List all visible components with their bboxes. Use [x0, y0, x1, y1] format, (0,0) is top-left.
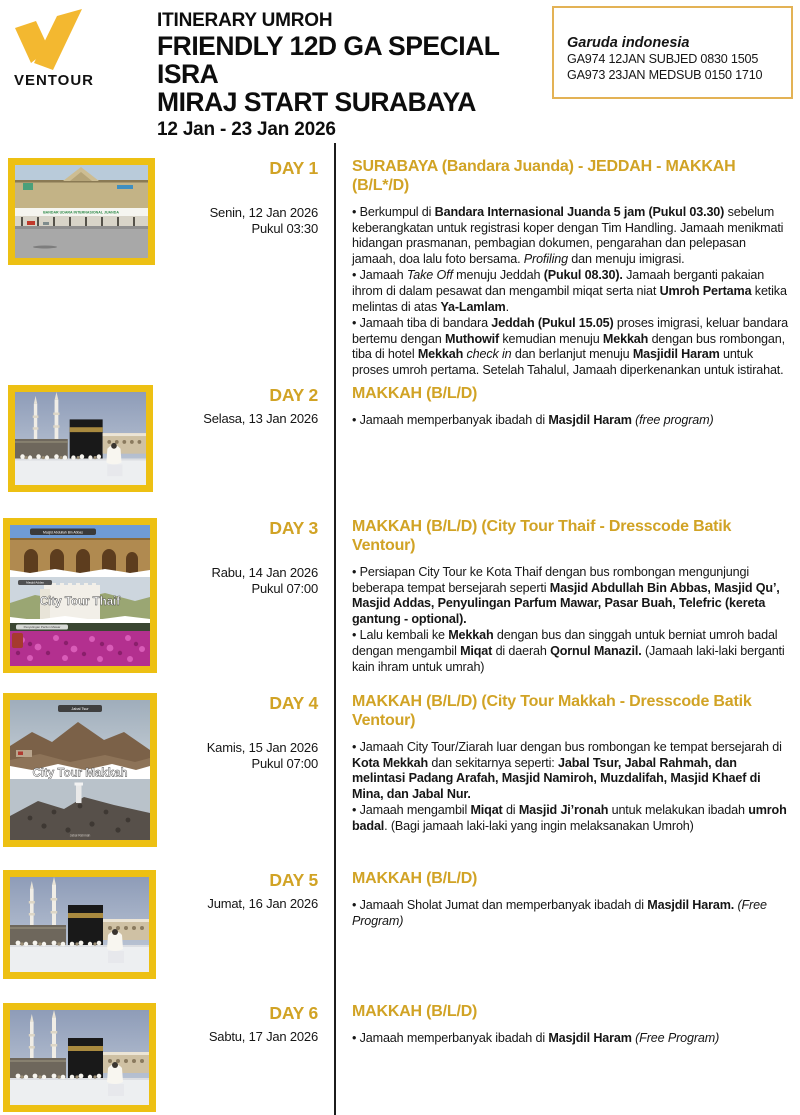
day-number-label: DAY 5: [269, 870, 318, 890]
itinerary-title: MAKKAH (B/L/D) (City Tour Makkah - Dresscode Batik Ventour): [352, 693, 752, 729]
day-number-label: DAY 1: [269, 158, 318, 178]
thaif-badge-bottom: Penyulingan Parfum Mawar: [23, 625, 61, 630]
kaaba-illustration: [10, 1010, 149, 1105]
day-content: [352, 693, 792, 835]
day-column: [140, 693, 318, 772]
day-content: [352, 1003, 792, 1047]
juanda-airport-photo: [8, 158, 155, 265]
itinerary-bullet: • Berkumpul di Bandara Internasional Juanda 5 jam (Pukul 03.30) sebelum keberangkatan untuk registrasi koper dengan Tim Handling. Jamaah menikmati hidangan prasmanan, pembagian dokumen, pengarahan dan pelepasan jamaah, doa lalu foto bersama. Profiling dan menuju imigrasi.: [352, 204, 784, 267]
itinerary-bullet: • Jamaah memperbanyak ibadah di Masjdil Haram (free program): [352, 412, 714, 427]
day-number-label: DAY 6: [269, 1003, 318, 1023]
itinerary-bullets: [352, 565, 792, 676]
thaif-collage-illustration: [10, 525, 150, 666]
itinerary-title: MAKKAH (B/L/D): [352, 385, 478, 402]
flight-info-box: [552, 6, 793, 99]
itinerary-bullet: • Jamaah Take Off menuju Jeddah (Pukul 08.30). Jamaah berganti pakaian ihrom di dalam pesawat dan mengambil miqat serta niat Umroh Pertama ketika melintas di atas Ya-Lamlam.: [352, 268, 787, 314]
day-date: Selasa, 13 Jan 2026: [203, 411, 318, 426]
itinerary-title: MAKKAH (B/L/D) (City Tour Thaif - Dresscode Batik Ventour): [352, 518, 732, 554]
thaif-overlay-text: City Tour Thaif: [39, 596, 121, 608]
kaaba-photo: [8, 385, 153, 492]
day-column: [140, 1003, 318, 1044]
itinerary-bullets: [352, 413, 792, 429]
itinerary-bullets: [352, 898, 792, 930]
day-date: Kamis, 15 Jan 2026: [206, 740, 318, 755]
day-time: Pukul 07:00: [251, 756, 318, 772]
city-tour-thaif-photo: [3, 518, 157, 673]
thaif-badge-mid: Masjid Addas: [26, 580, 44, 585]
page-title: [157, 10, 549, 141]
itinerary-bullet: • Lalu kembali ke Mekkah dengan bus dan singgah untuk berniat umroh badal dengan mengambil Miqat di daerah Qornul Manazil. (Jamaah laki-laki berganti kain ihram untuk umrah): [352, 628, 785, 674]
makkah-collage-illustration: [10, 700, 150, 840]
vertical-divider: [334, 143, 336, 1115]
kaaba-illustration: [10, 877, 149, 972]
day-number-label: DAY 4: [269, 693, 318, 713]
day-time: Pukul 03:30: [251, 221, 318, 237]
title-line1: FRIENDLY 12D GA SPECIAL ISRA: [157, 30, 499, 89]
day-date-time: [140, 205, 318, 237]
day-date: Rabu, 14 Jan 2026: [211, 565, 318, 580]
itinerary-bullets: [352, 1031, 792, 1047]
itinerary-bullet: • Jamaah Sholat Jumat dan memperbanyak ibadah di Masjdil Haram. (Free Program): [352, 897, 767, 928]
day-content: [352, 385, 792, 429]
itinerary-bullets: [352, 740, 792, 835]
day-content: [352, 870, 792, 930]
itinerary-bullets: [352, 205, 792, 379]
kaaba-photo: [3, 870, 156, 979]
brand-name: VENTOUR: [13, 72, 95, 89]
day-time: Pukul 07:00: [251, 581, 318, 597]
day-content: [352, 158, 792, 379]
day-content: [352, 518, 792, 676]
day-date: Sabtu, 17 Jan 2026: [208, 1029, 318, 1044]
title-date-range: 12 Jan - 23 Jan 2026: [157, 119, 336, 141]
itinerary-bullet: • Jamaah City Tour/Ziarah luar dengan bus rombongan ke tempat bersejarah di Kota Mekkah dan sekitarnya seperti: Jabal Tsur, Jabal Rahmah, dan melintasi Padang Arafah, Masjid Namiroh, Muzdalifah, Masjid Khaef di Mina, dan Jabal Nur.: [352, 739, 782, 802]
kaaba-photo: [3, 1003, 156, 1112]
itinerary-bullet: • Persiapan City Tour ke Kota Thaif dengan bus rombongan mengunjungi beberapa tempat bersejarah seperti Masjid Abdullah Bin Abbas, Masjid Qu’, Masjid Addas, Penyulingan Parfum Mawar, Pasar Buah, Telefric (kereta gantung - optional).: [352, 564, 780, 627]
day-column: [140, 385, 318, 426]
itinerary-bullet: • Jamaah memperbanyak ibadah di Masjdil Haram (Free Program): [352, 1030, 720, 1045]
makkah-overlay-text: City Tour Makkah: [32, 767, 128, 780]
airline-name: Garuda indonesia: [567, 35, 690, 51]
itinerary-bullet: • Jamaah mengambil Miqat di Masjid Ji’ronah untuk melakukan ibadah umroh badal. (Bagi jamaah laki-laki yang ingin melaksanakan Umroh): [352, 803, 787, 834]
airport-banner-text: BANDAR UDARA INTERNASIONAL JUANDA: [43, 210, 119, 215]
kaaba-illustration: [15, 392, 146, 485]
ventour-logo: [6, 8, 102, 89]
day-date: Jumat, 16 Jan 2026: [207, 896, 318, 911]
city-tour-makkah-photo: [3, 693, 157, 847]
day-date-time: [140, 896, 318, 912]
title-line2: MIRAJ START SURABAYA: [157, 87, 476, 117]
thaif-badge-top: Masjid Abdullah Bin Abbas: [43, 530, 83, 535]
itinerary-bullet: • Jamaah tiba di bandara Jeddah (Pukul 15.05) proses imigrasi, keluar bandara bertemu dengan Muthowif kemudian menuju Mekkah dengan bus rombongan, tiba di hotel Mekkah check in dan berlanjut menuju Masjidil Haram untuk proses umroh pertama. Setelah Tahalul, Jamaah diperkenankan untuk istirahat.: [352, 315, 788, 378]
ventour-v-icon: [12, 8, 96, 70]
day-column: [140, 518, 318, 597]
airport-illustration: [15, 165, 148, 258]
flight-outbound: GA974 12JAN SUBJED 0830 1505: [567, 52, 759, 67]
flight-inbound: GA973 23JAN MEDSUB 0150 1710: [567, 67, 763, 82]
day-column: [140, 158, 318, 237]
itinerary-title: MAKKAH (B/L/D): [352, 870, 478, 887]
makkah-badge-bottom: Jabal Rahmah: [69, 833, 91, 838]
itinerary-title: SURABAYA (Bandara Juanda) - JEDDAH - MAKKAH (B/L*/D): [352, 158, 736, 194]
day-date-time: [140, 740, 318, 772]
day-date-time: [140, 565, 318, 597]
makkah-badge-top: Jabal Tsur: [71, 707, 89, 711]
day-column: [140, 870, 318, 911]
day-date: Senin, 12 Jan 2026: [209, 205, 318, 220]
day-number-label: DAY 2: [269, 385, 318, 405]
day-date-time: [140, 1029, 318, 1045]
title-small: ITINERARY UMROH: [157, 10, 333, 31]
itinerary-title: MAKKAH (B/L/D): [352, 1003, 478, 1020]
day-date-time: [140, 411, 318, 427]
day-number-label: DAY 3: [269, 518, 318, 538]
